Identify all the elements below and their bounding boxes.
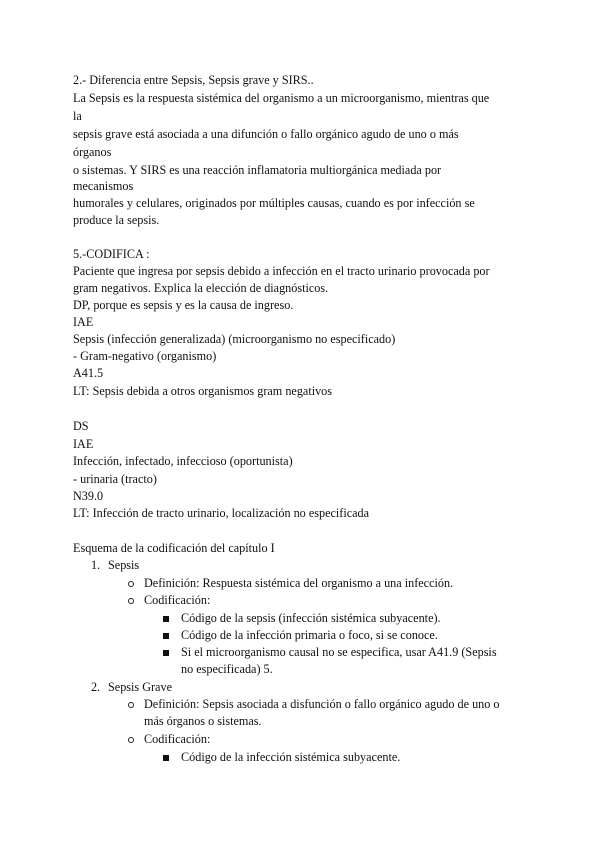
scheme-code-item: Código de la sepsis (infección sistémica subyacente). xyxy=(181,611,441,625)
square-bullet-icon xyxy=(163,633,169,639)
scheme-title: Esquema de la codificación del capítulo I xyxy=(73,541,275,555)
ds-code: N39.0 xyxy=(73,489,104,503)
scheme-definition-cont: más órganos o sistemas. xyxy=(144,714,262,728)
dp-code: A41.5 xyxy=(73,366,104,380)
dp-line: - Gram-negativo (organismo) xyxy=(73,349,217,363)
circle-bullet-icon xyxy=(128,598,134,604)
scheme-item-label: Sepsis xyxy=(108,558,140,572)
section-5-intro-line: Paciente que ingresa por sepsis debido a infección en el tracto urinario provocada por xyxy=(73,264,490,278)
section-2-line: mecanismos xyxy=(73,179,134,193)
section-2-line: humorales y celulares, originados por múltiples causas, cuando es por infección se xyxy=(73,196,475,210)
section-5-title: 5.-CODIFICA : xyxy=(73,247,150,261)
section-2-line: La Sepsis es la respuesta sistémica del organismo a un microorganismo, mientras que xyxy=(73,91,490,105)
scheme-coding-label: Codificación: xyxy=(144,732,211,746)
ds-line: Infección, infectado, infeccioso (oportunista) xyxy=(73,454,293,468)
section-2-line: la xyxy=(73,109,82,123)
dp-line: DP, porque es sepsis y es la causa de ingreso. xyxy=(73,298,294,312)
scheme-code-item: Código de la infección sistémica subyacente. xyxy=(181,750,401,764)
square-bullet-icon xyxy=(163,650,169,656)
scheme-code-item-cont: no especificada) 5. xyxy=(181,662,273,676)
section-2-line: produce la sepsis. xyxy=(73,213,160,227)
scheme-definition: Definición: Respuesta sistémica del organismo a una infección. xyxy=(144,576,454,590)
section-2-title: 2.- Diferencia entre Sepsis, Sepsis grave y SIRS.. xyxy=(73,73,314,87)
circle-bullet-icon xyxy=(128,702,134,708)
circle-bullet-icon xyxy=(128,581,134,587)
section-2-line: o sistemas. Y SIRS es una reacción inflamatoria multiorgánica mediada por xyxy=(73,163,442,177)
circle-bullet-icon xyxy=(128,737,134,743)
dp-line: IAE xyxy=(73,315,94,329)
section-2-line: sepsis grave está asociada a una difunción o fallo orgánico agudo de uno o más xyxy=(73,127,459,141)
scheme-definition: Definición: Sepsis asociada a disfunción o fallo orgánico agudo de uno o xyxy=(144,697,500,711)
square-bullet-icon xyxy=(163,616,169,622)
list-number: 2. xyxy=(91,680,101,694)
ds-line: IAE xyxy=(73,437,94,451)
dp-line: Sepsis (infección generalizada) (microorganismo no especificado) xyxy=(73,332,396,346)
section-2-line: órganos xyxy=(73,145,112,159)
ds-line: - urinaria (tracto) xyxy=(73,472,157,486)
ds-line: DS xyxy=(73,419,89,433)
scheme-item-label: Sepsis Grave xyxy=(108,680,172,694)
scheme-code-item: Si el microorganismo causal no se especifica, usar A41.9 (Sepsis xyxy=(181,645,497,659)
ds-line: LT: Infección de tracto urinario, localización no especificada xyxy=(73,506,370,520)
dp-line: LT: Sepsis debida a otros organismos gram negativos xyxy=(73,384,333,398)
scheme-code-item: Código de la infección primaria o foco, si se conoce. xyxy=(181,628,438,642)
section-5-intro-line: gram negativos. Explica la elección de diagnósticos. xyxy=(73,281,329,295)
list-number: 1. xyxy=(91,558,101,572)
scheme-coding-label: Codificación: xyxy=(144,593,211,607)
square-bullet-icon xyxy=(163,755,169,761)
